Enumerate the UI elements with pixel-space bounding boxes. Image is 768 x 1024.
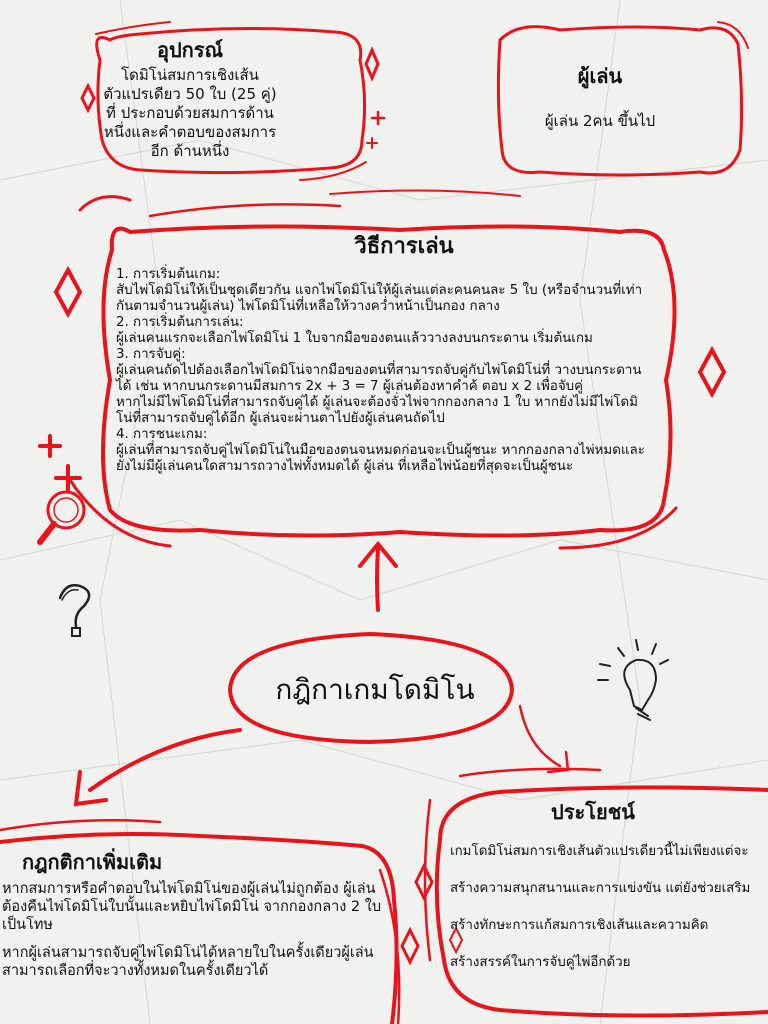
benefit-line: สร้างทักษะการแก้สมการเชิงเส้นและความคิด: [450, 918, 709, 933]
players-text: ผู้เล่น 2คน ขึ้นไป: [544, 112, 656, 130]
howto-section: [116, 228, 652, 475]
howto-step-text: ผู้เล่นที่สามารถจับคู่ไพ่โดมิโน่ในมือของตนจนหมดก่อนจะเป็นผู้ชนะ หากกองกลางไพ่หมดและยังไม่มีผู้เล่นคนใดสามารถวางไพ่ทั้งหมดได้ ผู้เล่น ที่เหลือไพ่น้อยที่สุดจะเป็นผู้ชนะ: [116, 443, 645, 474]
howto-step-text: ผู้เล่นคนแรกจะเลือกไพ่โดมิโน่ 1 ใบจากมือของตนแล้ววางลงบนกระดาน เริ่มต้นเกม: [116, 331, 593, 346]
players-section: [520, 60, 680, 131]
equipment-section: [100, 34, 280, 161]
arrow-up-icon: [360, 544, 396, 610]
question-icon: [60, 585, 89, 636]
magnifier-icon: [40, 492, 84, 542]
howto-step-heading: 4. การชนะเกม:: [116, 427, 208, 442]
benefit-title: ประโยชน์: [551, 800, 635, 824]
players-title: ผู้เล่น: [577, 64, 623, 88]
benefit-line: สร้างความสนุกสนานและการแข่งขัน แต่ยังช่วยเสริม: [450, 881, 751, 896]
howto-steps: [116, 267, 652, 475]
center-title-section: [255, 668, 495, 712]
howto-step-heading: 3. การจับคู่:: [116, 347, 186, 362]
main-title: กฎิกาเกมโดมิโน: [275, 673, 475, 706]
howto-step-heading: 2. การเริ่มต้นการเล่น:: [116, 315, 244, 330]
howto-step-text: ผู้เล่นคนถัดไปต้องเลือกไพ่โดมิโน่จากมือของตนที่สามารถจับคู่กับไพ่โดมิโน่ที่ วางบนกระดานได้ เช่น หากบนกระดานมีสมการ 2x + 3 = 7 ผู้เล่นต้องหาคำค้ ตอบ x 2 เพื่อจับคู่: [116, 363, 642, 394]
howto-title: วิธีการเล่น: [354, 234, 454, 259]
extra-rule-2: หากผู้เล่นสามารถจับคู่ไพ่โดมิโน่ได้หลายใบในครั้งเดียวผู้เล่นสามารถเลือกที่จะวางทั้งหมดในครั้งเดียวได้: [2, 945, 374, 979]
howto-step-heading: 1. การเริ่มต้นเกม:: [116, 267, 221, 282]
benefit-line: สร้างสรรค์ในการจับคู่ไพ่อีกด้วย: [450, 955, 631, 970]
benefit-section: [450, 796, 766, 988]
equipment-text: โดมิโน่สมการเชิงเส้นตัวแปรเดียว 50 ใบ (25 คู่) ที่ ประกอบด้วยสมการด้านหนึ่งและคำตอบของสมการอีก ด้านหนึ่ง: [103, 66, 277, 160]
extra-rules-section: [2, 846, 382, 990]
extra-rule-1: หากสมการหรือคำตอบในไพ่โดมิโน่ของผู้เล่นไม่ถูกต้อง ผู้เล่นต้องคืนไพ่โดมิโน่ใบนั้นและหยิบไพ่โดมิโน่ จากกองกลาง 2 ใบเป็นโทษ: [2, 881, 382, 933]
howto-step-text: สับไพ่โดมิโน่ให้เป็นชุดเดียวกัน แจกไพ่โดมิโน่ให้ผู้เล่นแต่ละคนคนละ 5 ใบ (หรือจำนวนที่เท่ากันตามจำนวนผู้เล่น) ไพ่โดมิโน่ที่เหลือให้วางคว่ำหน้าเป็นกอง กลาง: [116, 283, 643, 314]
benefit-line: เกมโดมิโน่สมการเชิงเส้นตัวแปรเดียวนี้ไม่เพียงแต่จะ: [450, 844, 749, 859]
arrow-right-icon: [520, 706, 568, 772]
equipment-title: อุปกรณ์: [156, 38, 224, 62]
howto-step-text: หากไม่มีไพ่โดมิโน่ที่สามารถจับคู่ได้ ผู้เล่นจะต้องจั่วไพ่จากกองกลาง 1 ใบ หากยังไม่มีไพ่โดมิโน่ที่สามารถจับคู่ได้อีก ผู้เล่นจะผ่านตาไปยังผู้เล่นคนถัดไป: [116, 395, 639, 426]
extra-title: กฎกติกาเพิ่มเติม: [22, 850, 163, 874]
